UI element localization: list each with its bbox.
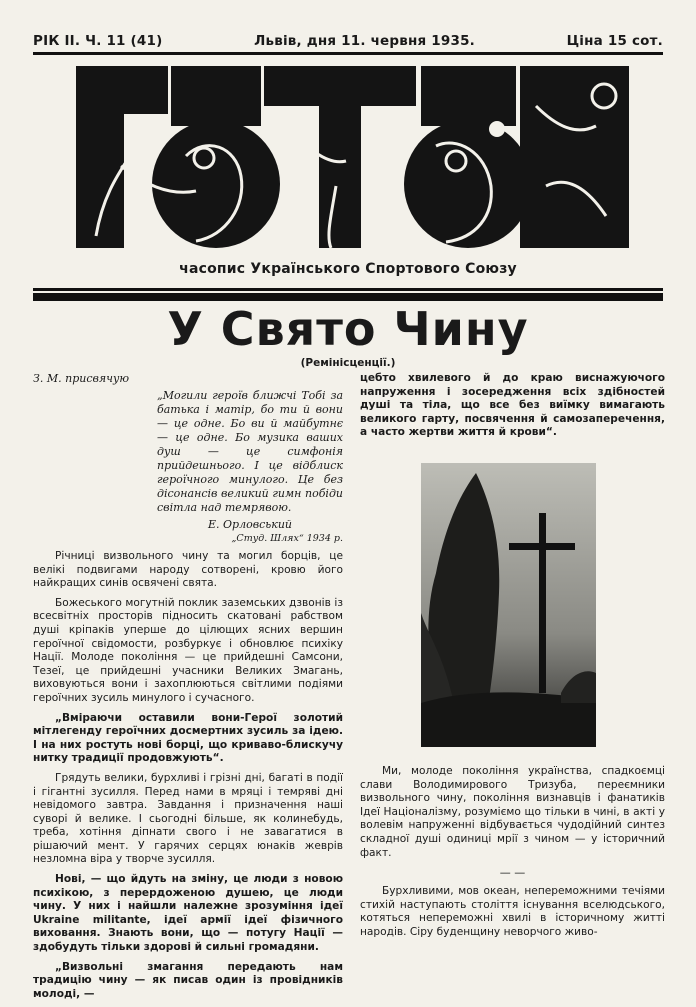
epigraph-author: Е. Орловський — [208, 518, 292, 531]
dateline: Львів, дня 11. червня 1935. — [254, 33, 475, 49]
paragraph: Божеського могутній поклик заземських дзвонів із всесвітніх просторів підносить скатовані рабством душі кріпаків уперше до цілющих ясних вершин героїчної свідомости, розбуркує і обновлює психіку Нації. Молоде покоління — це прийдешні Самсони, Тезеї, це прийдешні учасники Великих Змагань, виховуються вони і захоплюються світлими подіями героїчних зусиль минулого і сучасного. — [33, 596, 343, 704]
right-column-lower — [360, 765, 665, 946]
left-column — [33, 372, 343, 1007]
masthead-rule-1 — [33, 288, 663, 291]
paragraph: Ми, молоде покоління українства, спадкоємці слави Володимирового Тризуба, переємники визвольного чину, покоління визнавців і фанатиків Ідеї Націоналізму, розуміємо що тільки в чині, в акті у волевім напруженні відбувається чудодійний синтез складної душі одиниці мрії з чином — у історичний факт. — [360, 765, 665, 859]
paragraph: „Визвольні змагання передають нам традицію чину — як писав один із провідників молоді, — — [33, 960, 343, 1000]
right-column — [360, 372, 665, 448]
masthead-logo — [76, 66, 629, 248]
section-separator: — — — [499, 866, 526, 880]
header-rule — [33, 52, 663, 55]
masthead-rule-2 — [33, 293, 663, 301]
dedication: З. М. присвячую — [33, 372, 130, 385]
right-paragraphs-2 — [360, 885, 665, 939]
paragraph: „Вміраючи оставили вони-Герої золотий мітлегенду героїчних досмертних зусиль за ідею. І на них ростуть нові борці, що криваво-блискучу нитку традиції продовжують“. — [33, 711, 343, 765]
quote-continuation: цебто хвилевого й до краю виснажуючого напруження і зосередження всіх здібностей душі та тіла, що все без виїмку вимагають великого гарту, посвячення й самозаперечення, а часто жертви життя й крови“. — [360, 372, 665, 439]
article-subtitle: (Ремінісценції.) — [300, 357, 396, 369]
issue-number: РІК II. Ч. 11 (41) — [33, 33, 163, 49]
article-title: У Свято Чину — [167, 302, 529, 356]
cross-photo — [421, 463, 596, 747]
issue-header — [33, 30, 663, 52]
epigraph-source: „Студ. Шлях“ 1934 р. — [231, 533, 343, 544]
paragraph: Річниці визвольного чину та могил борців, це велікі подвигами народу сотворені, кровю його найкращих синів освячені свята. — [33, 550, 343, 590]
epigraph: „Могили героїв ближчі Тобі за батька і матір, бо ти й вони — це одне. Бо ви й майбутнє — це одне. Бо музика ваших душ — це симфонія прийдешнього. І це відблиск героїчного минулого. Це без дісонансів великий гимн побіди світла над темрявою. — [157, 389, 343, 514]
left-paragraphs — [33, 550, 343, 1001]
masthead-subtitle: часопис Українського Спортового Союзу — [179, 261, 517, 277]
paragraph: Грядуть велики, бурхливі і грізні дні, багаті в події і гігантні зусилля. Перед нами в мряці і темряві дні невідомого завтра. Завдання і призначення наші суворі й велике. І сьогодні більше, як колинебудь, треба, хотіння діпнати свого і не завагатися в рішаючий мент. У гарячих серцях юнаків жеврів незломна віра у творче зусилля. — [33, 771, 343, 866]
right-paragraphs — [360, 765, 665, 860]
paragraph: Нові, — що йдуть на зміну, це люди з новою психікою, з перердоженою душею, це люди чину. У них і найшли належне зрозуміння ідеї Ukraine militante, ідеї армії ідеї фізичного виховання. Знають вони, що — потугу Нації — здобудуть тільки здорові й сильні громадяни. — [33, 873, 343, 954]
paragraph: Бурхливими, мов океан, непереможними течіями стихій наступають століття існування вселюдського, котяться непереможні хвилі в історичному житті народів. Сіру буденщину неворчого живо- — [360, 885, 665, 938]
price: Ціна 15 сот. — [566, 33, 663, 49]
